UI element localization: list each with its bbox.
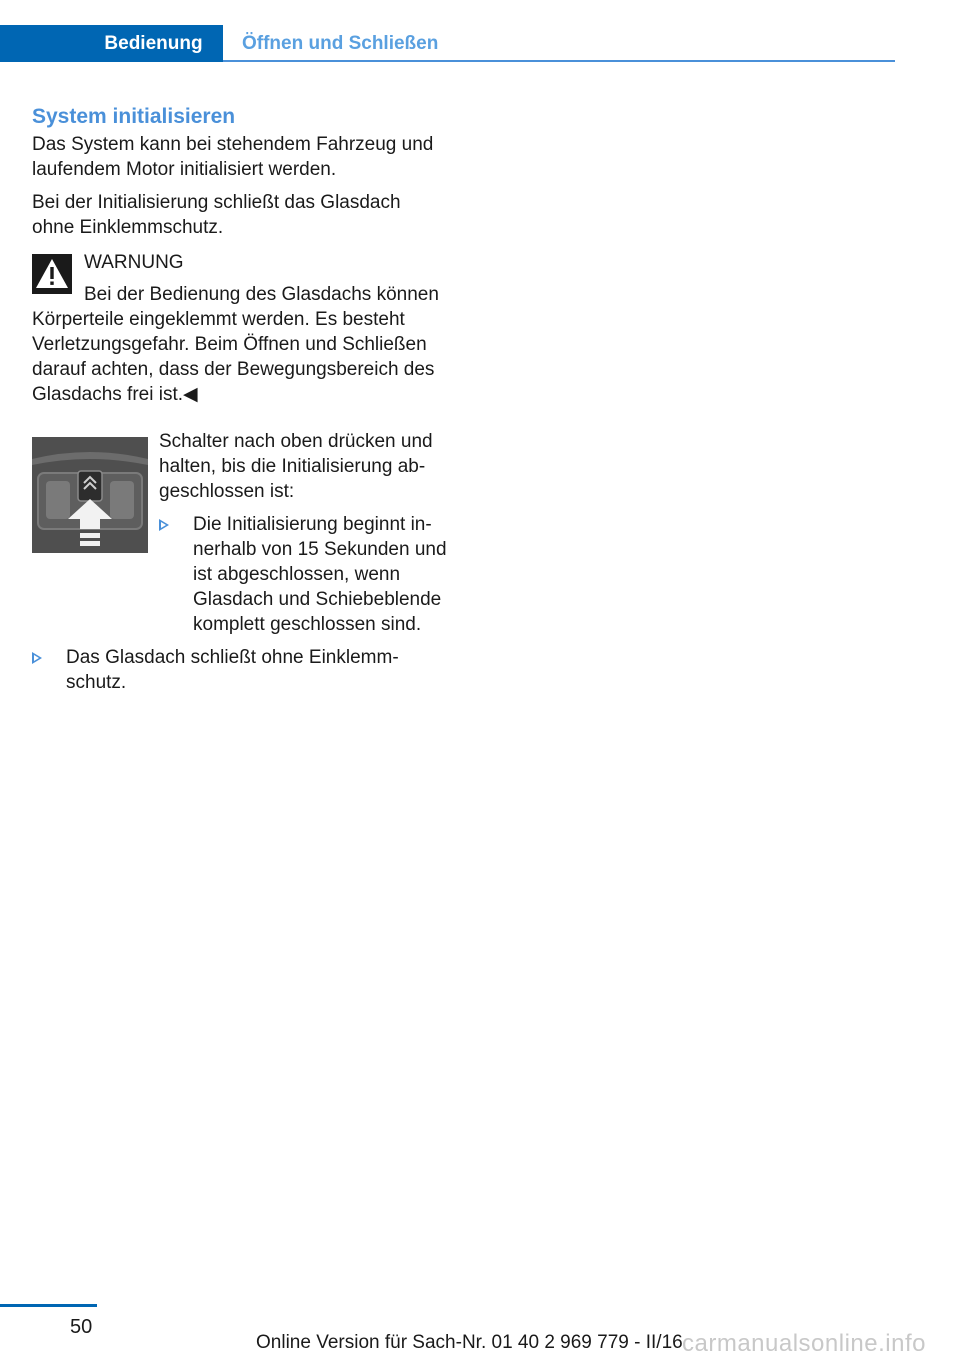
instruction-text <box>159 429 448 637</box>
footer-rule <box>0 1304 97 1307</box>
online-version-note: Online Version für Sach-Nr. 01 40 2 969 779 - II/16 <box>256 1332 683 1353</box>
section-heading: System initialisieren <box>32 105 236 128</box>
paragraph-1: Das System kann bei stehendem Fahrzeug und laufendem Motor initialisiert werden. <box>32 134 434 180</box>
triangle-bullet-icon <box>159 519 169 531</box>
content-column <box>32 102 448 695</box>
roof-switch-illustration <box>32 437 148 553</box>
page-number: 50 <box>70 1316 93 1338</box>
triangle-bullet-icon <box>32 652 42 664</box>
watermark: carmanualsonline.info <box>682 1330 926 1357</box>
warning-triangle-icon <box>32 254 72 294</box>
tab-bedienung[interactable]: Bedienung <box>0 25 223 62</box>
instruction-block <box>32 429 448 637</box>
page-header <box>0 25 895 62</box>
warning-title: WARNUNG <box>84 252 184 273</box>
list-item: Das Glasdach schließt ohne Einklemmschutz. <box>32 645 448 695</box>
warning-box <box>32 250 448 407</box>
list-item: Die Initialisierung beginnt innerhalb von 15 Sekunden und ist abgeschlossen, wenn Glasdach und Schiebeblende komplett geschlossen sind. <box>159 512 448 637</box>
warning-body: Bei der Bedienung des Glasdachs können Körperteile eingeklemmt werden. Es besteht Verletzungsgefahr. Beim Öffnen und Schließen darauf achten, dass der Bewegungsbereich des Glasdachs frei ist.◀ <box>32 284 439 405</box>
tab-oeffnen-und-schliessen[interactable]: Öffnen und Schließen <box>242 33 439 54</box>
paragraph-2: Bei der Initialisierung schließt das Glasdach ohne Einklemmschutz. <box>32 192 401 238</box>
instruction-step: Schalter nach oben drücken und halten, bis die Initialisierung abgeschlossen ist: <box>159 431 433 502</box>
